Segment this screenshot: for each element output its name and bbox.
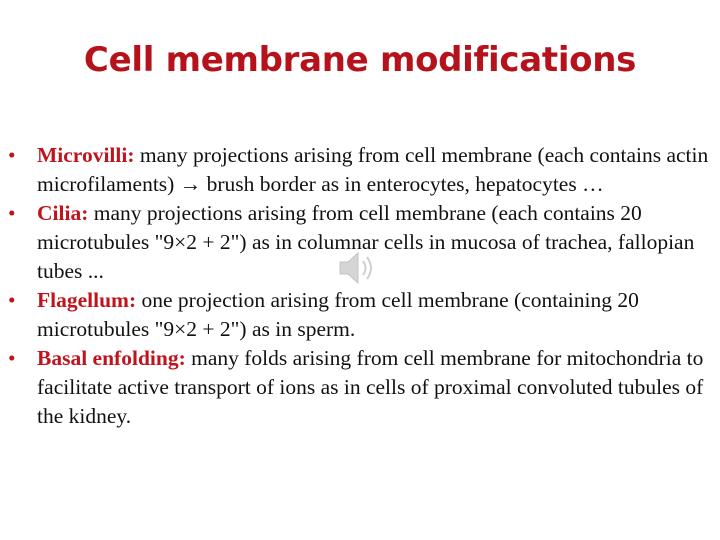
bullet-item-microvilli (8, 141, 714, 199)
slide-title: Cell membrane modifications (83, 40, 637, 80)
bullet-text: many folds arising from cell membrane for mitochondria to facilitate active transport of ions as in cells of proximal convoluted tubules of the kidney. (37, 346, 704, 428)
speaker-icon[interactable] (336, 248, 378, 288)
bullet-text: many projections arising from cell membrane (each contains actin microfilaments) → brush border as in enterocytes, hepatocytes … (37, 143, 709, 196)
bullet-marker: • (8, 288, 16, 312)
bullet-item-basal-enfolding (8, 344, 714, 431)
bullet-term: Microvilli: (37, 143, 135, 167)
bullet-text: many projections arising from cell membrane (each contains 20 microtubules "9×2 + 2") as in columnar cells in mucosa of trachea, fallopian tubes ... (37, 201, 695, 283)
bullet-marker: • (8, 143, 16, 167)
bullet-marker: • (8, 201, 16, 225)
bullet-marker: • (8, 346, 16, 370)
bullet-text: one projection arising from cell membrane (containing 20 microtubules "9×2 + 2") as in sperm. (37, 288, 639, 341)
bullet-term: Cilia: (37, 201, 89, 225)
bullet-term: Flagellum: (37, 288, 137, 312)
bullet-term: Basal enfolding: (37, 346, 186, 370)
bullet-item-flagellum (8, 286, 714, 344)
